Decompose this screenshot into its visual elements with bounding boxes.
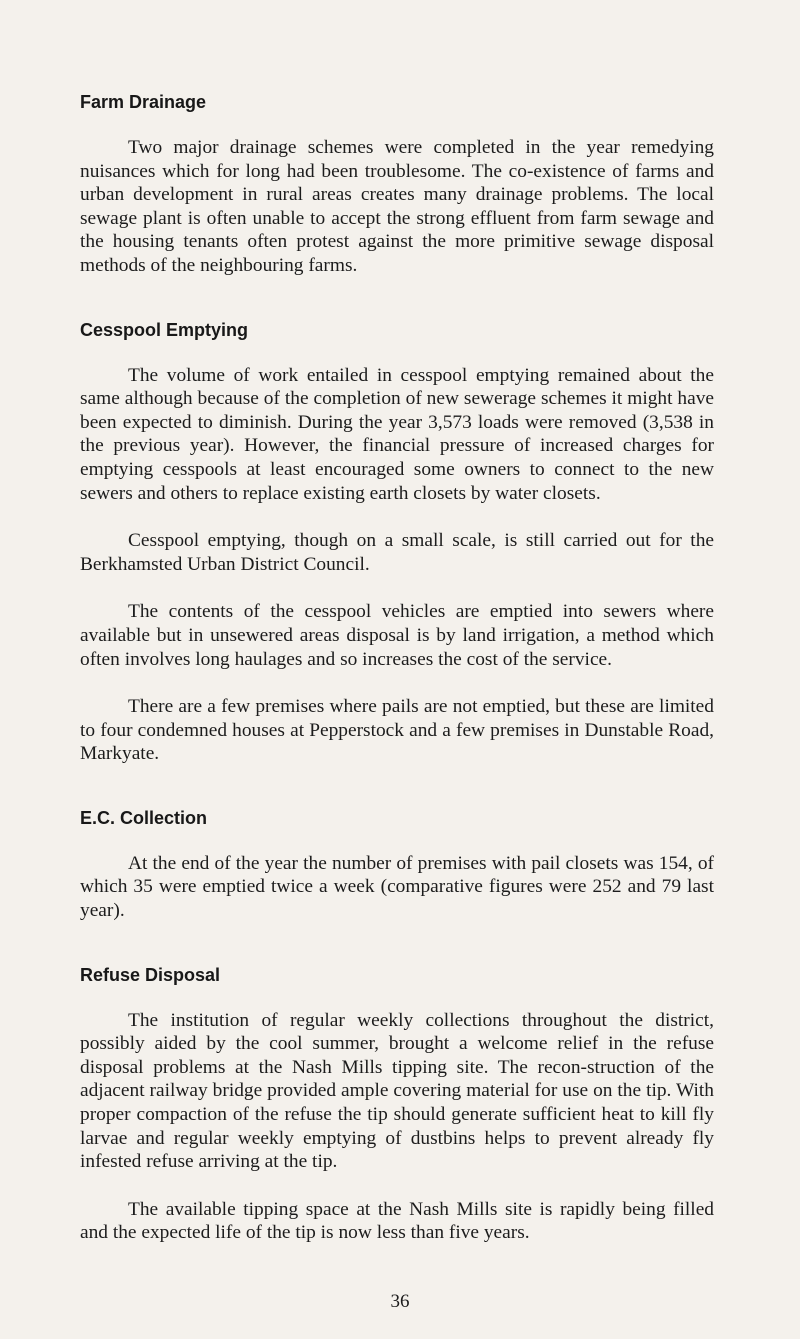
document-page: [80, 90, 714, 1245]
section-heading: Cesspool Emptying: [80, 319, 249, 340]
paragraph: The volume of work entailed in cesspool emptying remained about the same although because of the completion of new sewerage schemes it might have been expected to diminish. During the year 3,573 loads were removed (3,538 in the previous year). However, the financial pressure of increased charges for emptying cesspools at least encouraged some owners to connect to the new sewers and others to replace existing earth closets by water closets.: [80, 364, 714, 504]
section-refuse-disposal: [80, 963, 714, 1245]
paragraph: At the end of the year the number of premises with pail closets was 154, of which 35 were emptied twice a week (comparative figures were 252 and 79 last year).: [80, 852, 714, 922]
section-ec-collection: [80, 806, 714, 923]
page-number: 36: [390, 1291, 410, 1312]
paragraph: The available tipping space at the Nash Mills site is rapidly being filled and the expected life of the tip is now less than five years.: [80, 1198, 714, 1244]
paragraph: Two major drainage schemes were completed in the year remedying nuisances which for long had been troublesome. The co-existence of farms and urban development in rural areas creates many drainage problems. The local sewage plant is often unable to accept the strong effluent from farm sewage and the housing tenants often protest against the more primitive sewage disposal methods of the neighbouring farms.: [80, 137, 714, 276]
paragraph: There are a few premises where pails are not emptied, but these are limited to four condemned houses at Pepperstock and a few premises in Dunstable Road, Markyate.: [80, 696, 714, 765]
section-farm-drainage: [80, 90, 714, 278]
paragraph: Cesspool emptying, though on a small scale, is still carried out for the Berkhamsted Urban District Council.: [80, 530, 714, 575]
section-cesspool-emptying: [80, 318, 714, 766]
section-heading: Farm Drainage: [80, 92, 207, 112]
paragraph: The contents of the cesspool vehicles are emptied into sewers where available but in unsewered areas disposal is by land irrigation, a method which often involves long haulages and so increases the cost of the service.: [80, 601, 714, 670]
paragraph: The institution of regular weekly collections throughout the district, possibly aided by the cool summer, brought a welcome relief in the refuse disposal problems at the Nash Mills tipping site. The recon-struction of the adjacent railway bridge provided ample covering material for use on the tip. With proper compaction of the refuse the tip should generate sufficient heat to kill fly larvae and regular weekly emptying of dustbins helps to prevent already fly infested refuse arriving at the tip.: [80, 1009, 714, 1173]
section-heading: E.C. Collection: [80, 807, 208, 828]
section-heading: Refuse Disposal: [80, 964, 221, 985]
